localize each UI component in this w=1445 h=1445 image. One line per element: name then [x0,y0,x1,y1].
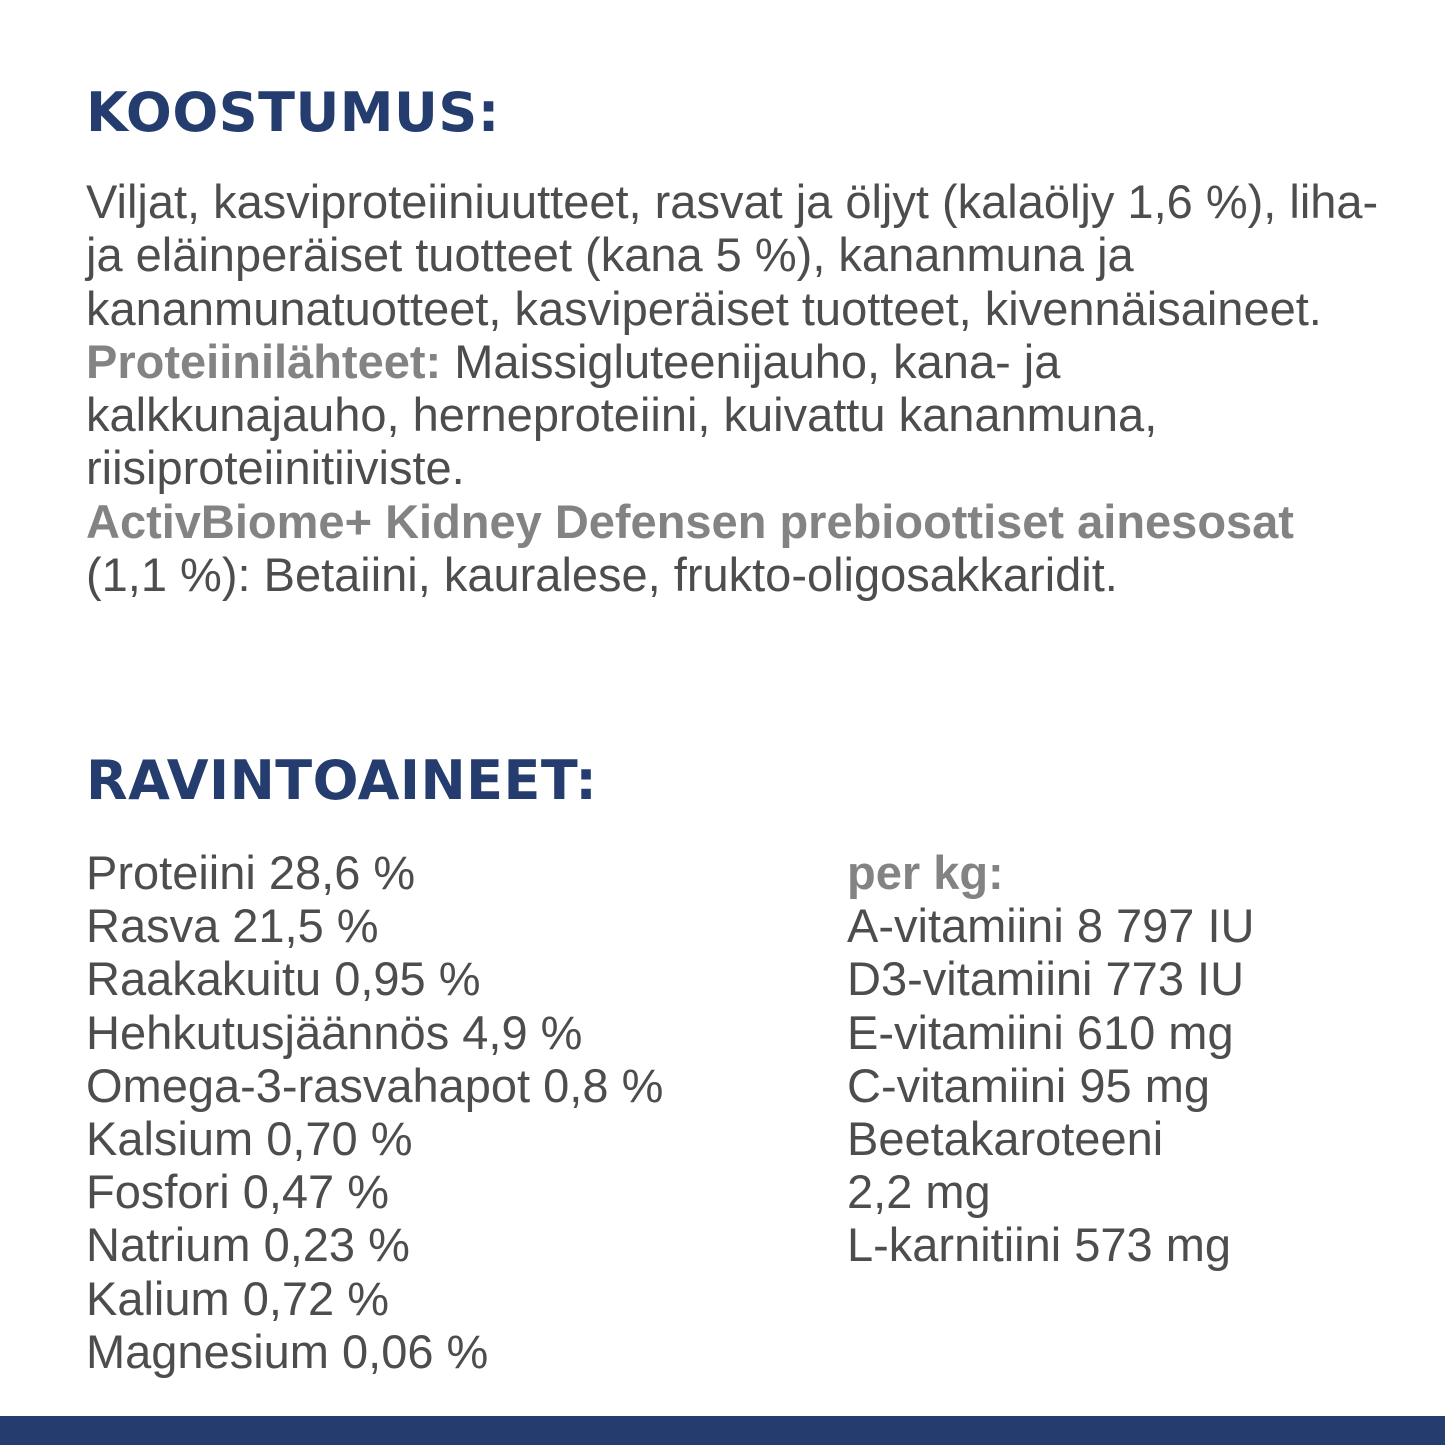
nutrient-item: Magnesium 0,06 % [86,1324,489,1378]
protein-sources-text: Maissigluteenijauho, kana- ja kalkkunajauho, herneproteiini, kuivattu kananmuna, riisiproteiinitiiviste. [86,334,1158,495]
additive-item: D3-vitamiini 773 IU [847,952,1245,1006]
additive-item: A-vitamiini 8 797 IU [847,899,1255,953]
protein-sources-label: Proteiinilähteet: [86,334,442,388]
footer-bar [0,1416,1445,1445]
nutrients-heading: RAVINTOAINEET: [86,749,598,812]
nutrient-item: Kalium 0,72 % [86,1271,390,1325]
nutrient-item: Omega-3-rasvahapot 0,8 % [86,1058,664,1112]
composition-heading: KOOSTUMUS: [86,81,500,144]
additive-item: 2,2 mg [847,1165,991,1219]
prebiotic-text: (1,1 %): Betaiini, kauralese, frukto-oligosakkaridit. [86,548,1118,602]
ingredients-text: Viljat, kasviproteiiniuutteet, rasvat ja öljyt (kalaöljy 1,6 %), liha- ja eläinperäiset tuotteet (kana 5 %), kananmuna ja kananmunatuotteet, kasviperäiset tuotteet, kivennäisaineet. [86,175,1379,335]
analytical-constituents-list [86,846,663,1378]
nutrient-item: Rasva 21,5 % [86,899,379,953]
additive-item: Beetakaroteeni [847,1112,1164,1166]
nutrient-item: Proteiini 28,6 % [86,846,416,899]
composition-text [86,175,1386,601]
per-kg-label: per kg: [847,846,1004,899]
nutrient-item: Kalsium 0,70 % [86,1112,413,1166]
prebiotic-label: ActivBiome+ Kidney Defensen prebioottiset ainesosat [86,494,1294,548]
additive-item: E-vitamiini 610 mg [847,1005,1234,1059]
nutrient-item: Hehkutusjäännös 4,9 % [86,1005,583,1059]
nutrient-item: Raakakuitu 0,95 % [86,952,481,1006]
additive-item: C-vitamiini 95 mg [847,1058,1211,1112]
per-kg-additives-list [847,846,1255,1272]
additive-item: L-karnitiini 573 mg [847,1218,1232,1272]
nutrient-item: Natrium 0,23 % [86,1218,410,1272]
nutrient-item: Fosfori 0,47 % [86,1165,390,1219]
